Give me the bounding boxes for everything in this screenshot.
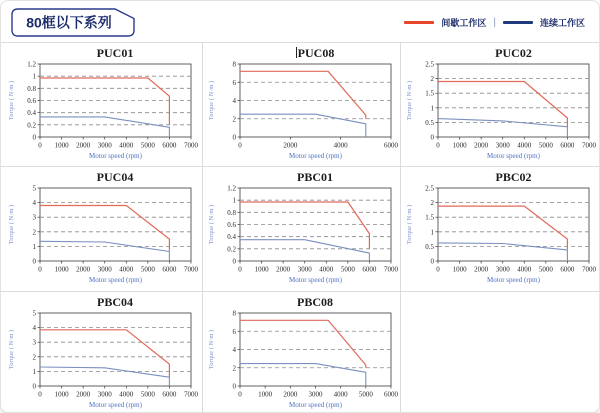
- x-axis-ticks: [436, 261, 596, 274]
- svg-text:2000: 2000: [282, 141, 297, 150]
- y-axis-ticks: [232, 61, 240, 142]
- svg-text:6000: 6000: [161, 141, 176, 150]
- svg-text:6000: 6000: [560, 141, 575, 150]
- x-axis-ticks: [436, 137, 596, 150]
- svg-text:2: 2: [232, 115, 236, 124]
- legend: [404, 16, 585, 29]
- svg-text:0: 0: [32, 133, 36, 142]
- chart-cell: [203, 43, 401, 167]
- svg-text:7000: 7000: [383, 265, 398, 274]
- svg-text:3000: 3000: [97, 141, 112, 150]
- chart-title-text: PBC08: [297, 295, 333, 309]
- svg-text:0.6: 0.6: [26, 97, 36, 105]
- svg-text:6: 6: [232, 78, 236, 87]
- chart-title-text: PBC02: [495, 170, 532, 184]
- svg-text:2: 2: [32, 228, 36, 237]
- svg-text:0: 0: [32, 257, 36, 266]
- svg-text:0: 0: [232, 133, 236, 142]
- chart-cell: [203, 167, 401, 292]
- legend-separator: |: [493, 17, 496, 28]
- svg-text:2.5: 2.5: [425, 61, 434, 69]
- y-axis-label: Torque ( N·m ): [7, 204, 15, 245]
- svg-text:0: 0: [436, 265, 440, 274]
- svg-text:1000: 1000: [54, 265, 69, 274]
- svg-text:4000: 4000: [118, 390, 133, 399]
- text-cursor: [296, 47, 297, 58]
- svg-text:1.2: 1.2: [26, 61, 36, 69]
- y-axis-label: Torque ( N·m ): [406, 204, 413, 245]
- svg-text:8: 8: [232, 61, 236, 69]
- torque-speed-plot: [206, 310, 398, 411]
- svg-text:2: 2: [232, 364, 236, 373]
- svg-text:3: 3: [32, 213, 36, 222]
- svg-text:0.6: 0.6: [226, 221, 236, 229]
- svg-text:1.5: 1.5: [425, 89, 434, 98]
- svg-text:1000: 1000: [452, 265, 467, 274]
- svg-text:1.2: 1.2: [226, 185, 236, 193]
- plot-border: [40, 313, 191, 386]
- svg-text:7000: 7000: [582, 265, 596, 274]
- svg-text:3000: 3000: [495, 265, 510, 274]
- continuous-zone-line-swatch: [503, 21, 533, 24]
- svg-text:0: 0: [430, 133, 434, 142]
- svg-text:5000: 5000: [140, 141, 155, 150]
- x-axis-label: Motor speed (rpm): [288, 152, 342, 160]
- svg-text:5000: 5000: [340, 265, 355, 274]
- chart-cell: [401, 167, 599, 292]
- plot-border: [40, 188, 191, 261]
- y-axis-label: Torque ( N·m ): [207, 329, 215, 370]
- svg-text:2000: 2000: [474, 141, 489, 150]
- svg-text:4000: 4000: [333, 141, 348, 150]
- svg-text:5000: 5000: [538, 265, 553, 274]
- svg-text:3000: 3000: [297, 265, 312, 274]
- chart-title-text: PBC04: [97, 295, 133, 309]
- svg-text:4000: 4000: [333, 390, 348, 399]
- x-axis-label: Motor speed (rpm): [88, 276, 142, 284]
- intermittent-zone-label: 间歇工作区: [441, 18, 487, 28]
- x-axis-ticks: [38, 137, 198, 150]
- svg-text:4000: 4000: [517, 141, 532, 150]
- svg-text:2000: 2000: [275, 265, 290, 274]
- x-axis-label: Motor speed (rpm): [487, 152, 540, 160]
- svg-text:5000: 5000: [140, 390, 155, 399]
- y-axis-label: Torque ( N·m ): [7, 329, 15, 370]
- chart-grid: [1, 42, 599, 413]
- chart-title-text: PUC04: [96, 170, 134, 184]
- x-axis-ticks: [238, 261, 398, 274]
- y-axis-label: Torque ( N·m ): [207, 80, 215, 121]
- svg-text:6000: 6000: [383, 390, 398, 399]
- svg-text:0.4: 0.4: [26, 109, 36, 118]
- chart-title: [6, 46, 198, 61]
- svg-text:1000: 1000: [54, 141, 69, 150]
- svg-text:0.2: 0.2: [226, 245, 236, 254]
- svg-text:0: 0: [32, 382, 36, 391]
- x-axis-label: Motor speed (rpm): [288, 401, 342, 409]
- svg-text:0: 0: [37, 265, 42, 274]
- svg-text:6000: 6000: [161, 265, 176, 274]
- svg-text:5000: 5000: [538, 141, 553, 150]
- svg-text:2: 2: [32, 353, 36, 362]
- chart-title-text: PUC08: [297, 46, 335, 60]
- svg-text:1: 1: [430, 104, 434, 113]
- svg-text:7000: 7000: [183, 141, 198, 150]
- chart-cell: [1, 167, 203, 292]
- chart-title: [206, 46, 398, 61]
- continuous-zone-label: 连续工作区: [539, 18, 585, 28]
- svg-text:2: 2: [430, 75, 434, 84]
- torque-speed-plot: [6, 310, 198, 411]
- torque-speed-plot: [206, 185, 398, 286]
- svg-text:1: 1: [32, 367, 36, 376]
- chart-title: [6, 295, 198, 310]
- svg-text:0.8: 0.8: [26, 84, 36, 93]
- svg-text:0.5: 0.5: [425, 118, 434, 127]
- chart-cell: [1, 43, 203, 167]
- svg-text:0: 0: [37, 141, 42, 150]
- torque-speed-plot: [404, 61, 596, 162]
- svg-text:0: 0: [232, 382, 236, 391]
- svg-text:2.5: 2.5: [425, 185, 434, 193]
- svg-text:6000: 6000: [161, 390, 176, 399]
- svg-text:2000: 2000: [75, 390, 90, 399]
- svg-text:4: 4: [232, 346, 236, 354]
- svg-text:6000: 6000: [560, 265, 575, 274]
- svg-text:2000: 2000: [282, 390, 297, 399]
- y-axis-ticks: [232, 310, 240, 391]
- intermittent-zone-line-swatch: [404, 21, 434, 24]
- svg-text:4: 4: [232, 97, 236, 105]
- svg-text:5000: 5000: [140, 265, 155, 274]
- svg-text:6: 6: [232, 327, 236, 336]
- y-axis-ticks: [32, 185, 40, 266]
- svg-text:7000: 7000: [582, 141, 596, 150]
- svg-text:3000: 3000: [97, 265, 112, 274]
- x-axis-ticks: [38, 261, 198, 274]
- svg-text:4: 4: [32, 324, 36, 333]
- svg-text:2000: 2000: [75, 265, 90, 274]
- svg-text:3000: 3000: [308, 390, 322, 399]
- svg-text:0.8: 0.8: [226, 208, 236, 217]
- svg-text:4000: 4000: [118, 265, 133, 274]
- series-title-tag: [11, 8, 135, 37]
- svg-text:4000: 4000: [517, 265, 532, 274]
- page-header: [1, 1, 599, 42]
- svg-text:0.4: 0.4: [226, 233, 236, 242]
- torque-speed-plot: [206, 61, 398, 162]
- svg-text:5000: 5000: [358, 390, 373, 399]
- chart-title: [206, 170, 398, 185]
- x-axis-label: Motor speed (rpm): [288, 276, 342, 284]
- series-title-tag-shape: [11, 8, 135, 37]
- svg-text:4: 4: [32, 199, 36, 208]
- chart-title-text: PUC02: [495, 46, 532, 60]
- svg-text:1: 1: [232, 196, 236, 205]
- svg-text:8: 8: [232, 310, 236, 318]
- svg-text:0: 0: [37, 390, 42, 399]
- y-axis-ticks: [27, 61, 40, 142]
- svg-text:0: 0: [237, 141, 242, 150]
- svg-text:1: 1: [32, 72, 36, 81]
- svg-text:3000: 3000: [495, 141, 510, 150]
- chart-title-text: PUC01: [96, 46, 134, 60]
- x-axis-ticks: [38, 386, 198, 399]
- svg-text:1000: 1000: [452, 141, 467, 150]
- chart-title: [404, 46, 596, 61]
- svg-text:1: 1: [430, 228, 434, 237]
- svg-text:5: 5: [32, 310, 36, 318]
- torque-speed-plot: [6, 61, 198, 162]
- svg-text:5: 5: [32, 185, 36, 193]
- y-axis-label: Torque ( N·m ): [406, 80, 413, 121]
- y-axis-ticks: [32, 310, 40, 391]
- x-axis-label: Motor speed (rpm): [487, 276, 540, 284]
- torque-speed-plot: [404, 185, 596, 286]
- svg-text:0: 0: [237, 265, 242, 274]
- x-axis-ticks: [238, 386, 398, 399]
- y-axis-label: Torque ( N·m ): [207, 204, 215, 245]
- chart-title: [404, 170, 596, 185]
- svg-text:0: 0: [237, 390, 242, 399]
- y-axis-ticks: [425, 61, 438, 142]
- x-axis-label: Motor speed (rpm): [88, 401, 142, 409]
- plot-border: [438, 64, 589, 137]
- svg-text:1.5: 1.5: [425, 213, 434, 222]
- svg-text:0: 0: [232, 257, 236, 266]
- chart-cell: [1, 292, 203, 413]
- chart-cell: [203, 292, 401, 413]
- x-axis-ticks: [238, 137, 398, 150]
- svg-text:1000: 1000: [54, 390, 69, 399]
- svg-text:7000: 7000: [183, 265, 198, 274]
- svg-text:2: 2: [430, 199, 434, 208]
- svg-text:4000: 4000: [318, 265, 333, 274]
- empty-cell: [401, 292, 599, 413]
- y-axis-label: Torque ( N·m ): [7, 80, 15, 121]
- svg-text:3: 3: [32, 338, 36, 347]
- svg-text:0: 0: [436, 141, 440, 150]
- page-title: 80框以下系列: [26, 14, 112, 31]
- svg-text:3000: 3000: [97, 390, 112, 399]
- svg-text:1000: 1000: [257, 390, 272, 399]
- svg-text:2000: 2000: [474, 265, 489, 274]
- svg-text:6000: 6000: [383, 141, 398, 150]
- chart-title-text: PBC01: [297, 170, 333, 184]
- torque-speed-plot: [6, 185, 198, 286]
- chart-cell: [401, 43, 599, 167]
- svg-text:0.2: 0.2: [26, 121, 36, 130]
- svg-text:6000: 6000: [361, 265, 376, 274]
- svg-text:4000: 4000: [118, 141, 133, 150]
- svg-text:0: 0: [430, 257, 434, 266]
- y-axis-ticks: [227, 185, 240, 266]
- svg-text:1: 1: [32, 242, 36, 251]
- svg-text:1000: 1000: [254, 265, 269, 274]
- y-axis-ticks: [425, 185, 438, 266]
- chart-title: [6, 170, 198, 185]
- svg-text:0.5: 0.5: [425, 242, 434, 251]
- svg-text:7000: 7000: [183, 390, 198, 399]
- x-axis-label: Motor speed (rpm): [88, 152, 142, 160]
- chart-title: [206, 295, 398, 310]
- svg-text:2000: 2000: [75, 141, 90, 150]
